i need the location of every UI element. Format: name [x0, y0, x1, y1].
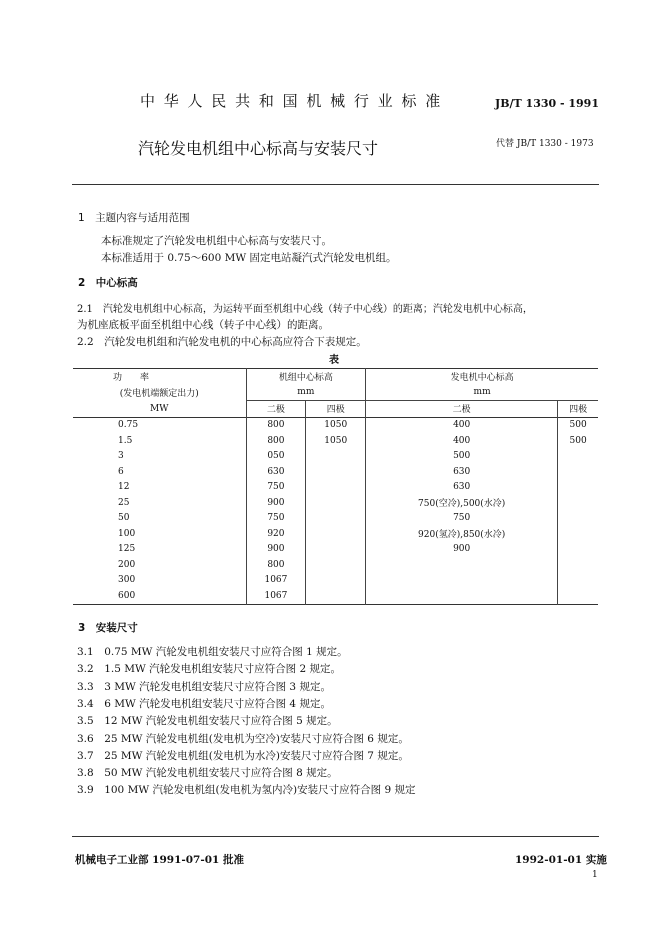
table-cell: 1050	[306, 417, 366, 433]
paragraph: 为机座底板平面至机组中心线（转子中心线）的距离。	[77, 319, 329, 331]
table-cell	[558, 542, 598, 558]
table-cell	[306, 449, 366, 465]
clause-item: 3.3 3 MW 汽轮发电机组安装尺寸应符合图 3 规定。	[77, 680, 331, 693]
table-cell: 630	[366, 464, 558, 480]
table-cell: 900	[246, 495, 306, 511]
table-cell: 50	[118, 513, 130, 524]
table-cell: 3	[118, 451, 124, 462]
table-cell	[366, 557, 558, 573]
effective-date: 1992-01-01 实施	[515, 854, 607, 866]
table-cell: 900	[246, 542, 306, 558]
table-cell: 500	[558, 433, 598, 449]
table-row	[73, 449, 598, 465]
table-cell: 050	[246, 449, 306, 465]
page-title: 汽轮发电机组中心标高与安装尺寸	[138, 139, 379, 158]
clause-item: 3.8 50 MW 汽轮发电机组安装尺寸应符合图 8 规定。	[77, 767, 338, 780]
table-cell: 900	[366, 542, 558, 558]
clause-item: 3.6 25 MW 汽轮发电机组(发电机为空冷)安装尺寸应符合图 6 规定。	[77, 732, 409, 745]
table-cell: 200	[118, 559, 136, 570]
table-cell	[306, 542, 366, 558]
table-cell	[558, 449, 598, 465]
approval-note: 机械电子工业部 1991-07-01 批准	[75, 854, 244, 866]
table-cell	[558, 495, 598, 511]
subheader: 二极	[366, 401, 558, 418]
clause-item: 3.4 6 MW 汽轮发电机组安装尺寸应符合图 4 规定。	[77, 697, 331, 710]
table-cell	[558, 526, 598, 542]
header-gen-height: 发电机中心标高	[366, 369, 598, 385]
paragraph: 本标准适用于 0.75～600 MW 固定电站凝汽式汽轮发电机组。	[101, 252, 397, 264]
table-cell: 125	[118, 544, 136, 555]
table-cell	[306, 495, 366, 511]
table-cell: 400	[366, 417, 558, 433]
table-cell	[558, 588, 598, 604]
table-row	[73, 588, 598, 604]
table-row	[73, 511, 598, 527]
table-cell: 300	[118, 575, 136, 586]
issuing-body: 中 华 人 民 共 和 国 机 械 行 业 标 准	[140, 92, 443, 110]
clause-item: 3.7 25 MW 汽轮发电机组(发电机为水冷)安装尺寸应符合图 7 规定。	[77, 749, 409, 762]
clause-item: 3.2 1.5 MW 汽轮发电机组安装尺寸应符合图 2 规定。	[77, 663, 341, 676]
header-mw: MW	[150, 403, 169, 414]
table-cell	[306, 480, 366, 496]
table-cell: 750(空冷),500(水冷)	[366, 495, 558, 511]
table-cell: 800	[246, 417, 306, 433]
subheader: 二极	[246, 401, 306, 418]
paragraph: 本标准规定了汽轮发电机组中心标高与安装尺寸。	[101, 235, 332, 247]
table-cell: 750	[246, 480, 306, 496]
unit-mm: mm	[366, 385, 598, 401]
footer-divider	[72, 836, 599, 837]
table-cell: 630	[366, 480, 558, 496]
table-cell: 630	[246, 464, 306, 480]
table-cell: 100	[118, 528, 136, 539]
table-cell: 400	[366, 433, 558, 449]
table-cell	[306, 588, 366, 604]
table-row	[73, 480, 598, 496]
table-cell: 920(氢冷),850(水冷)	[366, 526, 558, 542]
table-cell	[558, 557, 598, 573]
subheader: 四极	[558, 401, 598, 418]
table-row	[73, 417, 598, 433]
table-cell: 500	[366, 449, 558, 465]
section-3-heading: 3 安装尺寸	[78, 622, 138, 634]
table-cell: 1067	[246, 573, 306, 589]
paragraph: 2.1 汽轮发电机组中心标高，为运转平面至机组中心线（转子中心线）的距离；汽轮发电机中心标高，	[77, 304, 533, 315]
table-cell: 920	[246, 526, 306, 542]
table-row	[73, 542, 598, 558]
clause-item: 3.1 0.75 MW 汽轮发电机组安装尺寸应符合图 1 规定。	[77, 646, 348, 658]
table-cell	[558, 464, 598, 480]
table-row	[73, 495, 598, 511]
table-cell: 750	[366, 511, 558, 527]
center-height-table	[73, 368, 598, 605]
table-row	[73, 573, 598, 589]
unit-mm: mm	[246, 385, 366, 401]
table-cell: 800	[246, 557, 306, 573]
clause-item: 3.5 12 MW 汽轮发电机组安装尺寸应符合图 5 规定。	[77, 715, 338, 728]
page-number: 1	[592, 870, 598, 880]
table-cell: 1067	[246, 588, 306, 604]
replaces-note: 代替 JB/T 1330 - 1973	[496, 139, 594, 149]
table-cell: 800	[246, 433, 306, 449]
table-cell	[558, 480, 598, 496]
table-cell: 1050	[306, 433, 366, 449]
table-cell	[306, 464, 366, 480]
table-cell: 1.5	[118, 435, 133, 446]
table-cell	[306, 557, 366, 573]
header-unit-height: 机组中心标高	[246, 369, 366, 385]
table-cell: 500	[558, 417, 598, 433]
table-cell	[306, 573, 366, 589]
table-cell	[306, 526, 366, 542]
header-power: 功 率	[113, 373, 150, 384]
table-row	[73, 433, 598, 449]
table-cell	[366, 588, 558, 604]
header-power-note: (发电机端额定出力)	[119, 389, 199, 399]
table-cell	[558, 573, 598, 589]
table-cell	[558, 511, 598, 527]
table-cell: 750	[246, 511, 306, 527]
table-caption: 表	[329, 355, 339, 366]
table-cell	[366, 573, 558, 589]
table-cell: 600	[118, 590, 136, 601]
table-cell: 0.75	[118, 420, 139, 431]
section-2-heading: 2 中心标高	[78, 277, 138, 289]
table-cell: 12	[118, 482, 130, 493]
table-row	[73, 464, 598, 480]
table-cell: 6	[118, 466, 124, 477]
table-row	[73, 557, 598, 573]
header-divider	[72, 184, 599, 185]
clause-item: 3.9 100 MW 汽轮发电机组(发电机为氢内冷)安装尺寸应符合图 9 规定	[77, 784, 416, 797]
table-cell	[306, 511, 366, 527]
subheader: 四极	[306, 401, 366, 418]
paragraph: 2.2 汽轮发电机组和汽轮发电机的中心标高应符合下表规定。	[77, 336, 367, 348]
table-cell: 25	[118, 497, 130, 508]
standard-code: JB/T 1330 - 1991	[495, 97, 599, 110]
table-row	[73, 526, 598, 542]
section-1-heading: 1 主题内容与适用范围	[78, 212, 190, 224]
